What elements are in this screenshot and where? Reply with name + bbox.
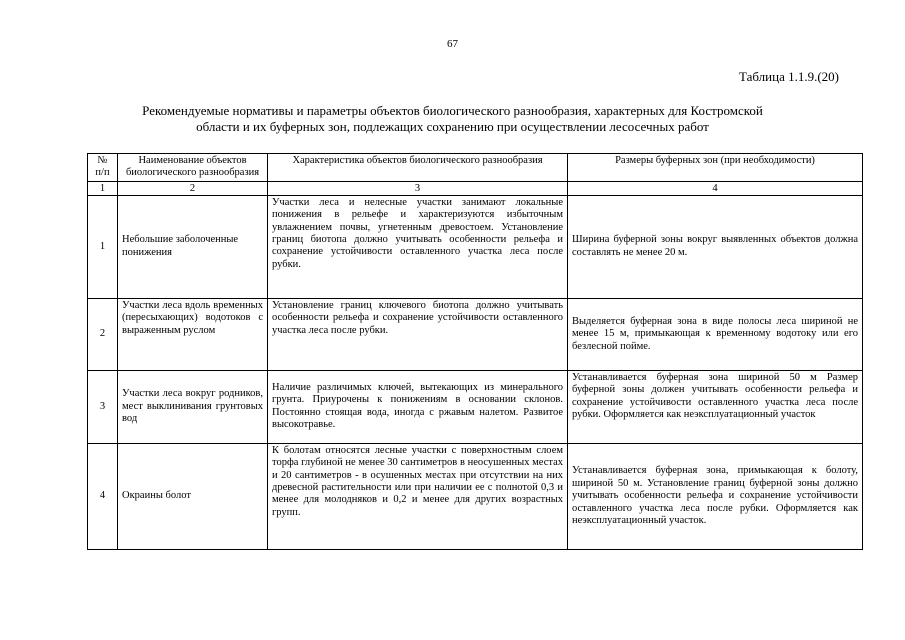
table-header-row xyxy=(88,154,863,182)
table-row xyxy=(88,298,863,370)
row-buffer: Устанавливается буферная зона шириной 50 м Размер буферной зоны должен учитывать особенности рельефа и сохранение устойчивости оставленного участка леса после рубки. Оформляется как неэксплуатационный участок xyxy=(568,370,863,443)
row-name: Окраины болот xyxy=(118,443,268,549)
row-number: 1 xyxy=(88,195,118,298)
page-number: 67 xyxy=(447,38,458,50)
row-name: Участки леса вдоль временных (пересыхающих) водотоков с выраженным руслом xyxy=(118,298,268,370)
header-num: № п/п xyxy=(88,154,118,182)
header-name: Наименование объектов биологического разнообразия xyxy=(118,154,268,182)
row-characteristic: К болотам относятся лесные участки с поверхностным слоем торфа глубиной не менее 30 сантиметров в неосушенных местах и 20 сантиметров - в осушенных местах при отсутствии на них древесной растительности или при наличии ее с полнотой 0,3 и менее для молодняков и 0,2 и менее для других возрастных групп. xyxy=(268,443,568,549)
column-index-row xyxy=(88,181,863,195)
column-index-1: 1 xyxy=(88,181,118,195)
column-index-4: 4 xyxy=(568,181,863,195)
row-number: 3 xyxy=(88,370,118,443)
row-characteristic: Наличие различимых ключей, вытекающих из минерального грунта. Приурочены к понижениям в основании склонов. Постоянно стоящая вода, иногда с ржавым налетом. Развитое высокотравье. xyxy=(268,370,568,443)
row-buffer: Выделяется буферная зона в виде полосы леса шириной не менее 15 м, примыкающая к временному водотоку или его безлесной пойме. xyxy=(568,298,863,370)
header-characteristic: Характеристика объектов биологического разнообразия xyxy=(268,154,568,182)
row-name: Небольшие заболоченные понижения xyxy=(118,195,268,298)
column-index-3: 3 xyxy=(268,181,568,195)
biodiversity-table xyxy=(87,153,863,550)
row-name: Участки леса вокруг родников, мест выклинивания грунтовых вод xyxy=(118,370,268,443)
table-row xyxy=(88,443,863,549)
document-title xyxy=(60,103,845,135)
row-number: 2 xyxy=(88,298,118,370)
table-row xyxy=(88,370,863,443)
row-buffer: Устанавливается буферная зона, примыкающая к болоту, шириной 50 м. Установление границ буферной зоны должно учитывать особенности рельефа и сохранение устойчивости оставленного участка леса после рубки. Оформляется как неэксплуатационный участок. xyxy=(568,443,863,549)
column-index-2: 2 xyxy=(118,181,268,195)
table-label: Таблица 1.1.9.(20) xyxy=(738,69,839,84)
row-buffer: Ширина буферной зоны вокруг выявленных объектов должна составлять не менее 20 м. xyxy=(568,195,863,298)
row-number: 4 xyxy=(88,443,118,549)
table-row xyxy=(88,195,863,298)
row-characteristic: Установление границ ключевого биотопа должно учитывать особенности рельефа и сохранение устойчивости оставленного участка леса после рубки. xyxy=(268,298,568,370)
header-buffer: Размеры буферных зон (при необходимости) xyxy=(568,154,863,182)
row-characteristic: Участки леса и нелесные участки занимают локальные понижения в рельефе и характеризуются избыточным увлажнением почвы, угнетенным древостоем. Установление границ биотопа должно учитывать особенности рельефа и сохранение устойчивости оставленного участка леса после рубки. xyxy=(268,195,568,298)
title-line-2: области и их буферных зон, подлежащих сохранению при осуществлении лесосечных работ xyxy=(196,119,709,134)
title-line-1: Рекомендуемые нормативы и параметры объектов биологического разнообразия, характерных для Костромской xyxy=(142,103,763,118)
